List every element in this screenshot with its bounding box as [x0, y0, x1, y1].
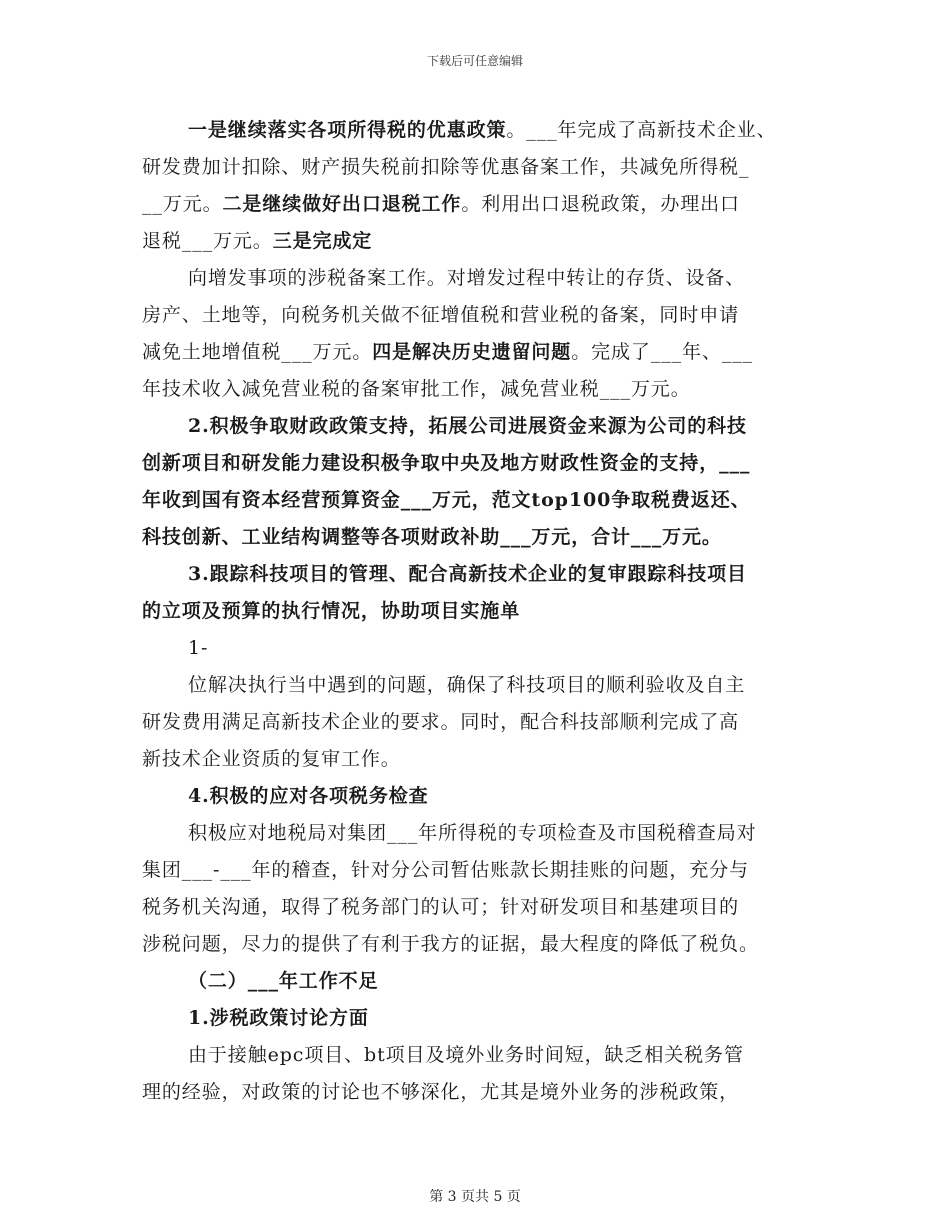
text-line [142, 445, 812, 482]
text-line [142, 741, 812, 778]
text-line [142, 889, 812, 926]
bold-text-segment: 1.涉税政策讨论方面 [188, 1007, 369, 1029]
bold-text-segment: 4.积极的应对各项税务检查 [188, 785, 429, 807]
bold-text-segment: 的立项及预算的执行情况，协助项目实施单 [142, 600, 521, 622]
text-line [142, 149, 812, 186]
text-segment: 。完成了___年、___ [571, 341, 754, 363]
text-segment: 房产、土地等，向税务机关做不征增值税和营业税的备案，同时申请 [142, 304, 740, 326]
bold-text-segment: 年收到国有资本经营预算资金___万元，范文top100争取税费返还、 [142, 489, 751, 511]
text-line [142, 630, 812, 667]
text-segment: 退税___万元。 [142, 230, 273, 252]
text-line [142, 1037, 812, 1074]
text-line [142, 223, 812, 260]
text-segment: __万元。 [142, 193, 223, 215]
bold-text-segment: 三是完成定 [272, 230, 373, 252]
bold-text-segment: 科技创新、工业结构调整等各项财政补助___万元，合计___万元。 [142, 526, 722, 548]
text-line [142, 112, 812, 149]
bold-text-segment: 二是继续做好出口退税工作 [222, 193, 462, 215]
text-line [142, 186, 812, 223]
text-line [142, 556, 812, 593]
text-segment: 1- [188, 637, 209, 659]
text-segment: 向增发事项的涉税备案工作。对增发过程中转让的存货、设备、 [188, 267, 746, 289]
text-line [142, 408, 812, 445]
text-line [142, 852, 812, 889]
text-line [142, 260, 812, 297]
text-segment: 。利用出口退税政策，办理出口 [461, 193, 740, 215]
text-line [142, 593, 812, 630]
text-segment: 位解决执行当中遇到的问题，确保了科技项目的顺利验收及自主 [188, 674, 746, 696]
text-segment: 集团___-___年的稽查，针对分公司暂估账款长期挂账的问题，充分与 [142, 859, 750, 881]
text-line [142, 482, 812, 519]
bold-text-segment: 创新项目和研发能力建设积极争取中央及地方财政性资金的支持，___ [142, 452, 751, 474]
text-segment: 。___年完成了高新技术企业、 [506, 119, 777, 141]
text-segment: 涉税问题，尽力的提供了有利于我方的证据，最大程度的降低了税负。 [142, 933, 759, 955]
text-line [142, 519, 812, 556]
text-line [142, 926, 812, 963]
bold-text-segment: 3.跟踪科技项目的管理、配合高新技术企业的复审跟踪科技项目 [188, 563, 747, 585]
document-body [142, 112, 812, 1111]
text-segment: 研发费用满足高新技术企业的要求。同时，配合科技部顺利完成了高 [142, 711, 740, 733]
text-line [142, 334, 812, 371]
bold-text-segment: 四是解决历史遗留问题 [372, 341, 572, 363]
text-line [142, 963, 812, 1000]
text-segment: 理的经验，对政策的讨论也不够深化，尤其是境外业务的涉税政策， [142, 1081, 740, 1103]
text-line [142, 667, 812, 704]
text-segment: 年技术收入减免营业税的备案审批工作，减免营业税___万元。 [142, 378, 691, 400]
bold-text-segment: 一是继续落实各项所得税的优惠政策 [188, 119, 507, 141]
text-line [142, 815, 812, 852]
text-segment: 新技术企业资质的复审工作。 [142, 748, 401, 770]
text-line [142, 778, 812, 815]
text-segment: 研发费加计扣除、财产损失税前扣除等优惠备案工作，共减免所得税_ [142, 156, 750, 178]
text-line [142, 704, 812, 741]
text-line [142, 297, 812, 334]
text-segment: 积极应对地税局对集团___年所得税的专项检查及市国税稽查局对 [188, 822, 757, 844]
text-line [142, 371, 812, 408]
page-footer: 第 3 页共 5 页 [429, 1189, 521, 1205]
bold-text-segment: 2.积极争取财政政策支持，拓展公司进展资金来源为公司的科技 [188, 415, 747, 437]
page-header: 下载后可任意编辑 [426, 54, 523, 68]
text-segment: 税务机关沟通，取得了税务部门的认可；针对研发项目和基建项目的 [142, 896, 740, 918]
bold-text-segment: （二）___年工作不足 [188, 970, 379, 992]
text-segment: 由于接触epc项目、bt项目及境外业务时间短，缺乏相关税务管 [188, 1044, 744, 1066]
text-segment: 减免土地增值税___万元。 [142, 341, 373, 363]
text-line [142, 1074, 812, 1111]
text-line [142, 1000, 812, 1037]
